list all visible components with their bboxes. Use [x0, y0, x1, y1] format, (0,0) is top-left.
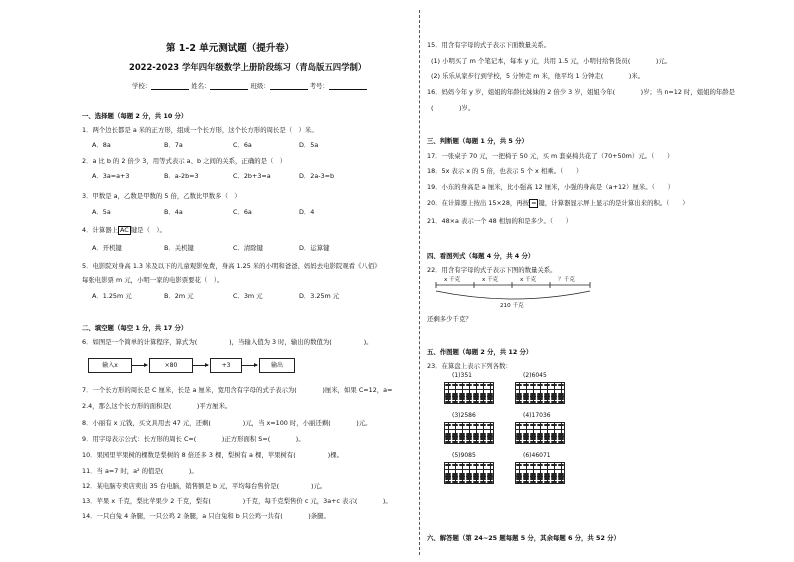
info-name-label: 姓名：: [191, 82, 211, 90]
question-2: 2．a 比 b 的 2 倍少 3，用等式表示 a、b 之间的关系，正确的是（ ）: [82, 157, 287, 165]
question-21: 21．48×a 表示一个 48 相加的和是多少。（ ）: [427, 217, 573, 225]
question-3: 3．甲数是 a，乙数是甲数的 5 倍，乙数比甲数多（ ）: [82, 192, 241, 200]
info-school-label: 学校：: [132, 82, 152, 90]
abacus-icon[interactable]: [515, 382, 565, 404]
q1-option-c: C．6a: [233, 141, 252, 149]
page-title: 第 1-2 单元测试题（提升卷）: [166, 43, 295, 54]
info-class-label: 班级：: [250, 82, 270, 90]
page-subtitle: 2022-2023 学年四年级数学上册阶段练习（青岛版五四学制）: [129, 62, 367, 72]
flow-output-box: 输出: [259, 358, 295, 373]
abacus-label: (1)351: [452, 372, 472, 379]
q4-prefix: 4．计算器上: [82, 226, 119, 234]
diagram-label-2: x 千克: [482, 277, 499, 283]
section2-heading: 二、填空题（每空 1 分，共 17 分）: [82, 324, 188, 332]
info-exam-label: 考号：: [309, 82, 329, 90]
abacus-icon[interactable]: [444, 422, 494, 444]
abacus-icon[interactable]: [444, 462, 494, 484]
question-16-line2: ( )岁。: [431, 104, 475, 112]
q4-suffix: 键是（ ）。: [130, 226, 166, 234]
section4-heading: 四、看图列式（每题 4 分，共 4 分）: [427, 252, 535, 260]
question-8: 8．小丽有 x 元钱，买文具用去 47 元，还剩( )元，当 x=100 时，小丽还剩( )元。: [82, 419, 372, 427]
question-13: 13．苹果 x 千克，梨比苹果少 2 千克，梨有( )千克，每千克梨售价 c 元，3a+c 表示( )。: [82, 497, 392, 505]
question-5-line2: 每张电影票 m 元，小明一家的电影票要花（ ）。: [82, 276, 224, 284]
name-blank[interactable]: [210, 82, 248, 90]
diagram-label-1: x 千克: [444, 277, 461, 283]
section6-heading: 六、解答题（第 24~25 题每题 5 分，其余每题 6 分，共 52 分）: [427, 534, 620, 542]
exam-number-blank[interactable]: [329, 82, 367, 90]
abacus-label: (3)2586: [452, 412, 476, 419]
equals-key-icon: =: [531, 199, 537, 207]
q3-option-c: C．6a: [233, 208, 252, 216]
q5-option-b: B．2m 元: [164, 292, 194, 300]
question-18: 18．5x 表示 x 的 5 倍，也表示 5 个 x 相乘。（ ）: [427, 167, 583, 175]
school-blank[interactable]: [151, 82, 189, 90]
question-7-line1: 7．一个长方形的周长是 C 厘米，长是 a 厘米，宽用含有字母的式子表示为( )厘米，如果 C=12，a=: [82, 386, 393, 394]
q2-option-d: D．2a-3=b: [299, 172, 335, 180]
question-22: 22．用含有字母的式子表示下图的数量关系。: [427, 266, 557, 274]
abacus-icon[interactable]: [515, 462, 565, 484]
q20-suffix: 键，计算器显示屏上显示的是计算出来的积。（ ）: [538, 199, 689, 207]
section1-heading: 一、选择题（每题 2 分，共 10 分）: [82, 112, 188, 120]
q5-option-d: D．3.25m 元: [299, 292, 340, 300]
question-9: 9．用字母表示公式：长方形的周长 C=( )正方形面积 S=( )。: [82, 435, 305, 443]
abacus-label: (6)46071: [523, 452, 551, 459]
abacus-icon[interactable]: [444, 382, 494, 404]
q1-option-d: D．5a: [299, 141, 319, 149]
abacus-label: (5)9085: [452, 452, 476, 459]
question-17: 17．一张桌子 70 元，一把椅子 50 元，买 m 套桌椅共花了（70+50m）元。（ ）: [427, 152, 674, 160]
abacus-label: (2)6045: [523, 372, 547, 379]
abacus-icon[interactable]: [515, 422, 565, 444]
q3-option-b: B．4a: [164, 208, 183, 216]
q1-option-a: A．8a: [92, 141, 111, 149]
section5-heading: 五、作图题（每题 2 分，共 12 分）: [427, 348, 533, 356]
diagram-label-4: ？千克: [558, 277, 575, 283]
flow-arrow-icon: [131, 365, 147, 366]
question-14: 14．一只白兔 4 条腿，一只公鸡 2 条腿，a 只白兔和 b 只公鸡一共有( )条腿。: [82, 512, 330, 520]
question-10: 10．果园里苹果树的棵数是梨树的 8 倍还多 3 棵，梨树有 a 棵，苹果树有( )棵。: [82, 451, 344, 459]
flow-add-box: +3: [210, 358, 242, 373]
q1-option-b: B．7a: [164, 141, 183, 149]
class-blank[interactable]: [270, 82, 308, 90]
question-12: 12．某电脑专卖店卖出 35 台电脑，销售额是 b 元，平均每台售价是( )元。: [82, 482, 327, 490]
section3-heading: 三、判断题（每题 1 分，共 5 分）: [427, 137, 528, 145]
q4-option-c: C．清除键: [233, 244, 264, 252]
q3-option-a: A．5a: [92, 208, 111, 216]
question-15-1: (1) 小明买了 m 个笔记本，每本 y 元，共用 1.5 元，小明付给售货员( )元。: [431, 57, 672, 65]
flow-arrow-icon: [192, 365, 208, 366]
question-5-line1: 5．电影院对身高 1.3 米及以下的儿童观影免费，身高 1.25 米的小明和爸爸、妈妈去电影院观看《八佰》: [82, 262, 381, 270]
question-15: 15．用含有字母的式子表示下面数量关系。: [427, 41, 551, 49]
question-15-2: (2) 乐乐从家步行到学校，5 分钟走 m 米，他平均 1 分钟走( )米。: [431, 72, 645, 80]
right-column: [422, 0, 794, 562]
q3-option-d: D．4: [299, 208, 315, 216]
q20-prefix: 20．在计算器上按出 15×28，再按: [427, 199, 530, 207]
diagram-total: 210 千克: [500, 303, 524, 309]
question-1: 1．两个边长都是 a 米的正方形，组成一个长方形，这个长方形的周长是（ ）米。: [82, 126, 318, 134]
question-23: 23．在算盘上表示下列各数：: [427, 362, 512, 370]
flow-multiply-box: ×80: [149, 358, 193, 373]
question-20: [427, 199, 689, 208]
flow-input-box: 输入x: [88, 358, 132, 373]
question-11: 11．当 a=7 时，a² 的值是( )。: [82, 467, 198, 475]
student-info-line: [132, 82, 367, 90]
question-22-tail: 还剩多少千克？: [427, 315, 472, 323]
question-16-line1: 16．妈妈今年 y 岁，姐姐的年龄比妹妹的 2 倍少 3 岁，姐姐今年( )岁；当 n=12 时，姐姐的年龄是: [427, 88, 736, 96]
column-divider: [419, 10, 420, 555]
question-7-line2: 2.4，那么这个长方形的面积是( )平方厘米。: [82, 402, 232, 410]
flow-arrow-icon: [241, 365, 257, 366]
question-19: 19．小东的身高是 a 厘米，比小强高 12 厘米，小强的身高是（a+12）厘米。（ ）: [427, 183, 675, 191]
q4-option-b: B．关机键: [164, 244, 194, 252]
q5-option-c: C．3m 元: [233, 292, 263, 300]
q2-option-a: A．3a=a+3: [92, 172, 130, 180]
q4-option-a: A．开机键: [92, 244, 122, 252]
question-4: [82, 226, 166, 235]
q4-option-d: D．运算键: [299, 244, 330, 252]
ac-key-icon: AC: [120, 226, 129, 234]
q2-option-c: C．2b+3=a: [233, 172, 271, 180]
diagram-label-3: x 千克: [520, 277, 537, 283]
q2-option-b: B．a-2b=3: [164, 172, 199, 180]
q5-option-a: A．1.25m 元: [92, 292, 132, 300]
abacus-label: (4)17036: [523, 412, 551, 419]
question-6: 6．如图是一个简单的计算程序，算式为( )，当输入值为 3 时，输出的数值为( )。: [82, 338, 373, 346]
